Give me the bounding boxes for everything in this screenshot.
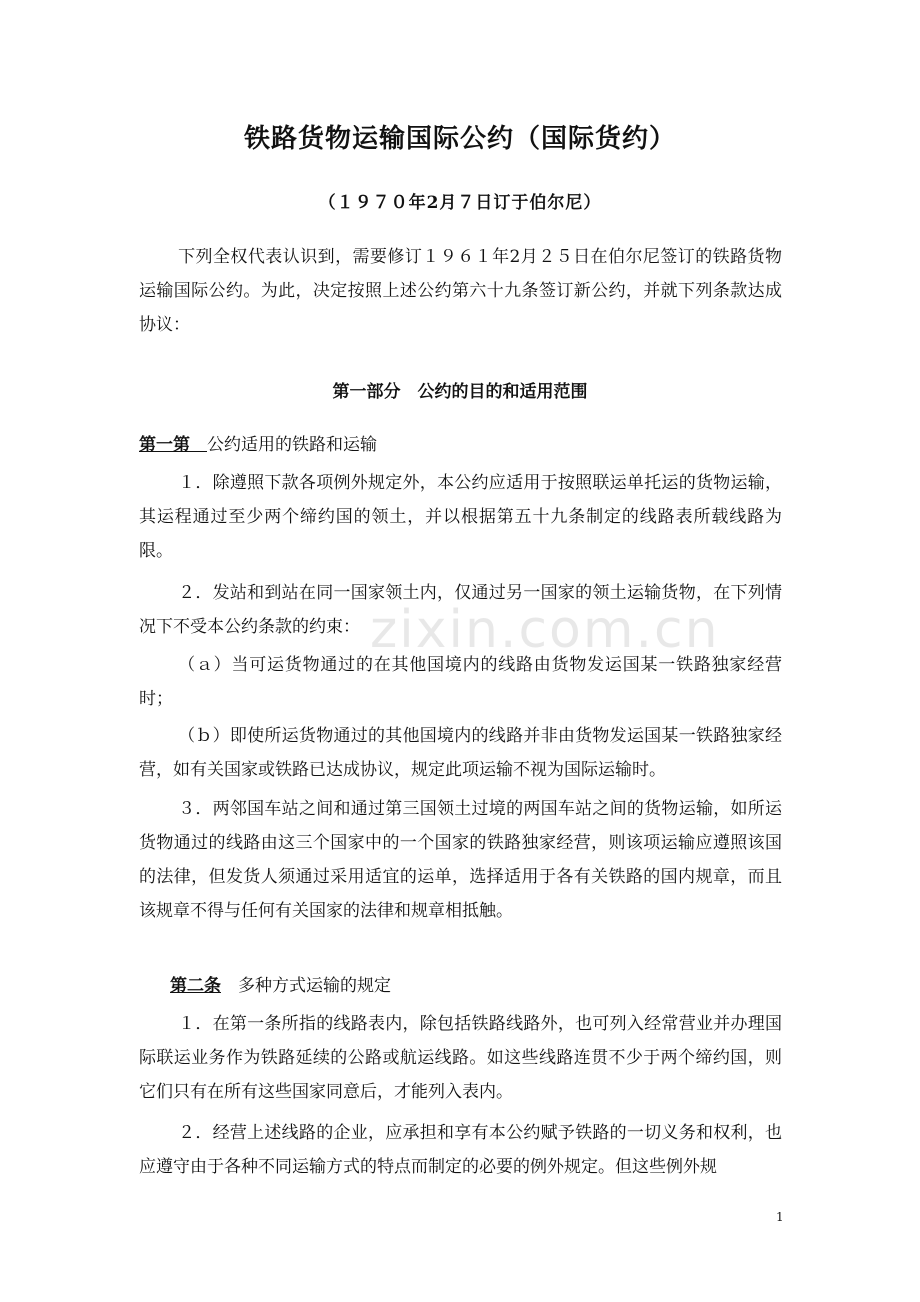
article-1-heading	[139, 428, 377, 462]
article-2-title: 多种方式运输的规定	[238, 976, 391, 996]
preamble-paragraph: 下列全权代表认识到，需要修订１９６１年2月２５日在伯尔尼签订的铁路货物运输国际公约。为此，决定按照上述公约第六十九条签订新公约，并就下列条款达成协议：	[139, 247, 782, 335]
article-1-clause-2: ２．发站和到站在同一国家领土内，仅通过另一国家的领土运输货物，在下列情况下不受本公约条款的约束：	[139, 583, 782, 637]
document-subtitle: （１９７０年2月７日订于伯尔尼）	[318, 193, 602, 213]
article-1-clause-1: １．除遵照下款各项例外规定外，本公约应适用于按照联运单托运的货物运输，其运程通过至少两个缔约国的领土，并以根据第五十九条制定的线路表所载线路为限。	[139, 473, 782, 561]
article-1-item-a: （ａ）当可运货物通过的在其他国境内的线路由货物发运国某一铁路独家经营时；	[139, 655, 782, 709]
article-2-clause-1: １．在第一条所指的线路表内，除包括铁路线路外，也可列入经常营业并办理国际联运业务作为铁路延续的公路或航运线路。如这些线路连贯不少于两个缔约国，则它们只有在所有这些国家同意后，才能列入表内。	[139, 1014, 782, 1102]
article-2-clause-2: ２．经营上述线路的企业，应承担和享有本公约赋予铁路的一切义务和权利，也应遵守由于各种不同运输方式的特点而制定的必要的例外规定。但这些例外规	[139, 1123, 782, 1177]
article-1-label: 第一第	[139, 435, 190, 455]
page-number: 1	[776, 1210, 784, 1224]
document-title: 铁路货物运输国际公约（国际货约）	[243, 124, 676, 154]
article-2-label: 第二条	[170, 976, 221, 996]
article-1-item-b: （ｂ）即使所运货物通过的其他国境内的线路并非由货物发运国某一铁路独家经营，如有关国家或铁路已达成协议，规定此项运输不视为国际运输时。	[139, 726, 782, 780]
article-1-clause-3: ３．两邻国车站之间和通过第三国领土过境的两国车站之间的货物运输，如所运货物通过的线路由这三个国家中的一个国家的铁路独家经营，则该项运输应遵照该国的法律，但发货人须通过采用适宜的运单，选择适用于各有关铁路的国内规章，而且该规章不得与任何有关国家的法律和规章相抵触。	[139, 799, 782, 921]
part-title: 第一部分 公约的目的和适用范围	[332, 382, 588, 402]
article-2-heading	[170, 969, 391, 1003]
watermark: zixin.com.cn	[370, 600, 720, 660]
article-1-title: 公约适用的铁路和运输	[207, 435, 377, 455]
